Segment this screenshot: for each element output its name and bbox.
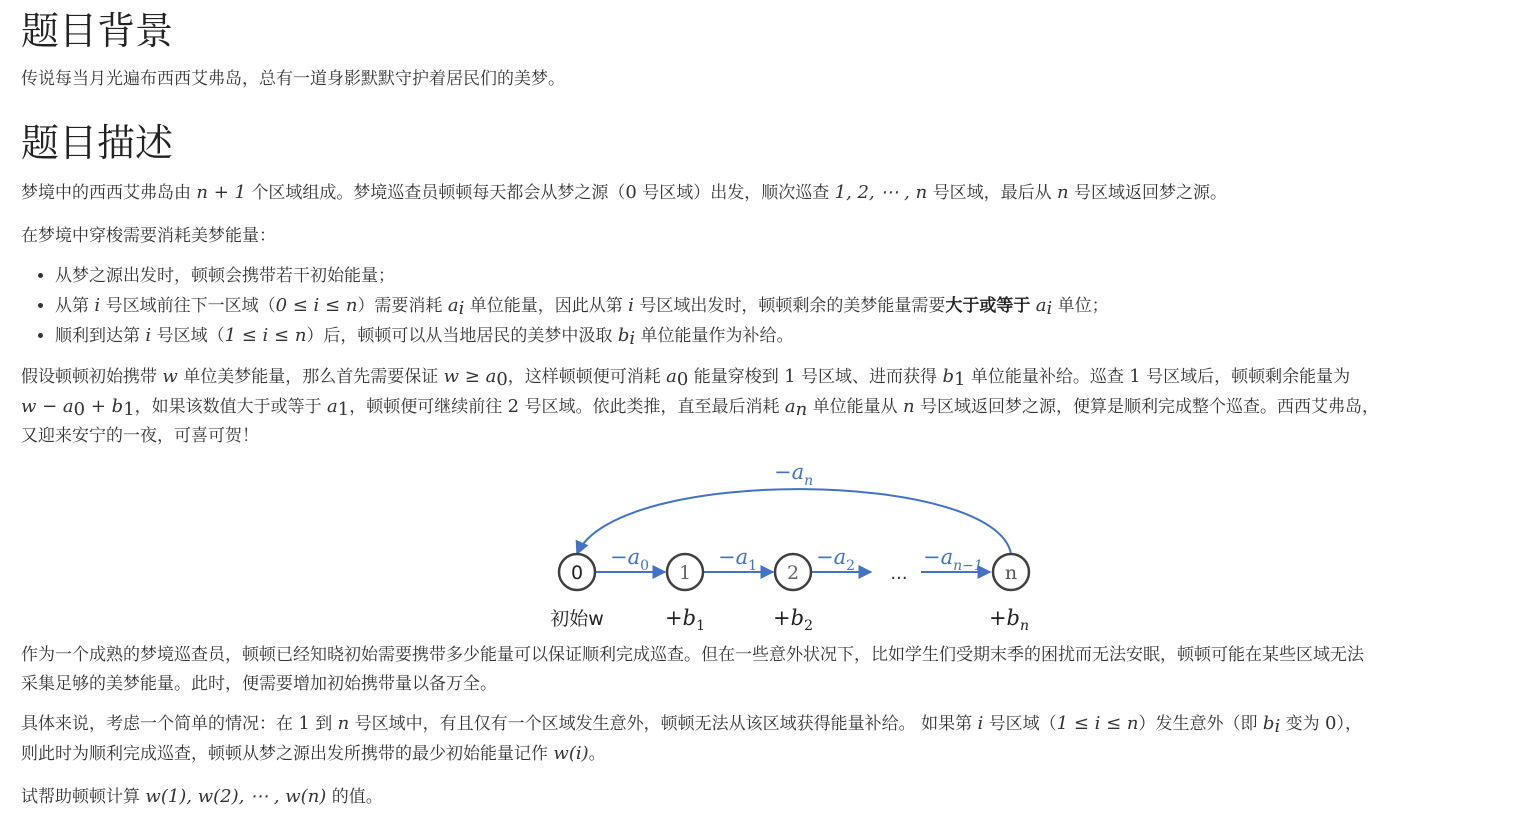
desc-paragraph-4-line-2: 采集足够的美梦能量。此时，便需要增加初始携带量以备万全。 [21, 674, 497, 694]
patrol-diagram [526, 455, 1046, 635]
desc-paragraph-1: 梦境中的西西艾弗岛由 n + 1 个区域组成。梦境巡查员顿顿每天都会从梦之源（0 号区域）出发，顺次巡查 1, 2, ⋯ , n 号区域，最后从 n 号区域返回梦之源。 [21, 182, 1228, 203]
below-label-n: $+b_n$ [988, 606, 1030, 634]
list-item: • 从第 i 号区域前往下一区域（0 ≤ i ≤ n）需要消耗 $a_i$ 单位能量，因此从第 i 号区域出发时，顿顿剩余的美梦能量需要大于或等于 $a_i$ 单位； [55, 291, 1515, 321]
below-label-2: $+b_2$ [773, 606, 813, 634]
desc-paragraph-3 [21, 362, 1516, 451]
ellipsis: ... [890, 563, 908, 584]
background-text: 传说每当月光遍布西西艾弗岛，总有一道身影默默守护着居民们的美梦。 [21, 69, 565, 89]
edge-label-2: $-a_2$ [816, 545, 856, 574]
node-label-n: n [1004, 562, 1018, 584]
heading-background: 题目背景 [21, 9, 174, 53]
desc-paragraph-3-line-3: 又迎来安宁的一夜，可喜可贺！ [21, 426, 259, 446]
desc-paragraph-5-line-1: 具体来说，考虑一个简单的情况：在 1 到 n 号区域中，有且仅有一个区域发生意外，顿顿无法从该区域获得能量补给。 如果第 i 号区域（1 ≤ i ≤ n）发生意外（即 $b_i$ 变为 0）， [21, 713, 1362, 737]
desc-paragraph-5-line-2: 则此时为顺利完成巡查，顿顿从梦之源出发所携带的最少初始能量记作 w(i)。 [21, 743, 606, 764]
below-label-0: 初始w [550, 608, 604, 630]
node-label-0: 0 [570, 562, 584, 584]
list-item: • 从梦之源出发时，顿顿会携带若干初始能量； [55, 262, 1515, 291]
edge-label-3: $-a_{n-1}$ [923, 545, 983, 574]
energy-rules-list [21, 262, 1515, 351]
desc-paragraph-3-line-2: $w - a_0 + b_1$，如果该数值大于或等于 $a_1$，顿顿便可继续前往 2 号区域。依此类推，直至最后消耗 $a_n$ 单位能量从 n 号区域返回梦之源，便算是顺利完成整个巡查。西西艾弗岛， [21, 396, 1380, 420]
desc-paragraph-2: 在梦境中穿梭需要消耗美梦能量： [21, 226, 276, 246]
desc-paragraph-4-line-1: 作为一个成熟的梦境巡查员，顿顿已经知晓初始需要携带多少能量可以保证顺利完成巡查。但在一些意外状况下，比如学生们受期末季的困扰而无法安眠，顿顿可能在某些区域无法 [21, 645, 1364, 665]
list-item: • 顺利到达第 i 号区域（1 ≤ i ≤ n）后，顿顿可以从当地居民的美梦中汲取 $b_i$ 单位能量作为补给。 [55, 321, 1515, 351]
desc-paragraph-4 [21, 641, 1516, 699]
edge-label-0: $-a_0$ [610, 545, 650, 574]
desc-paragraph-6: 试帮助顿顿计算 w(1), w(2), ⋯ , w(n) 的值。 [21, 786, 383, 807]
heading-description: 题目描述 [21, 121, 174, 165]
return-edge-label: $-a_n$ [774, 460, 814, 489]
edge-label-1: $-a_1$ [718, 545, 758, 574]
node-label-2: 2 [786, 562, 800, 584]
desc-paragraph-5 [21, 709, 1516, 769]
desc-paragraph-3-line-1: 假设顿顿初始携带 w 单位美梦能量，那么首先需要保证 $w \ge a_0$，这样顿顿便可消耗 $a_0$ 能量穿梭到 1 号区域、进而获得 $b_1$ 单位能量补给。巡查 1 号区域后，顿顿剩余能量为 [21, 366, 1351, 390]
below-label-1: $+b_1$ [665, 606, 705, 634]
node-label-1: 1 [678, 562, 692, 584]
